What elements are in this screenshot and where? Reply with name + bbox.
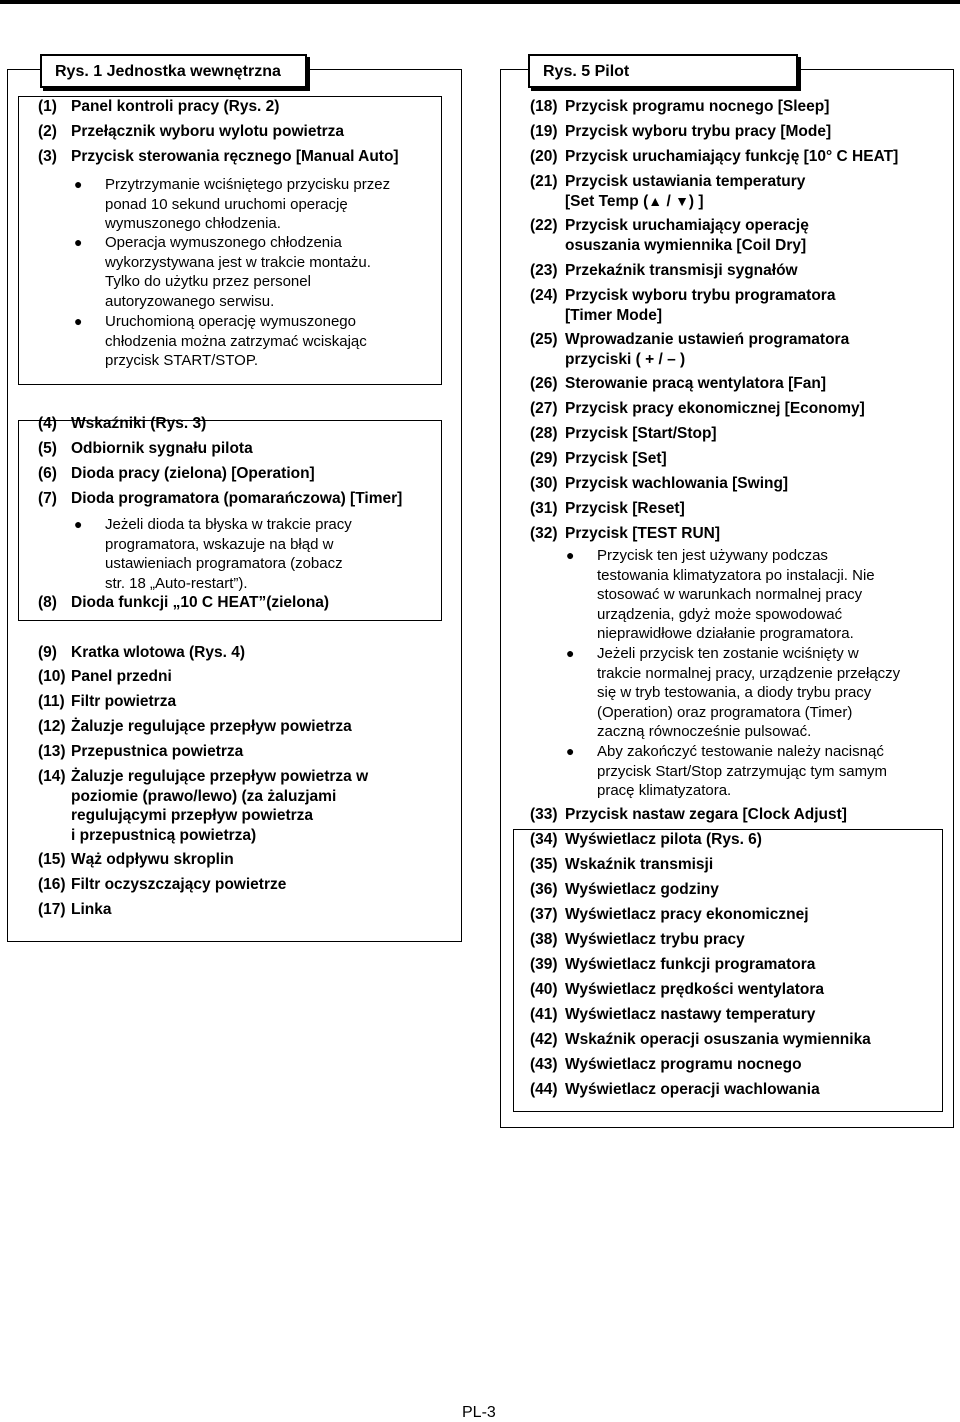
top-rule bbox=[0, 0, 960, 4]
left-title-box bbox=[40, 54, 307, 88]
bullet-dot-icon: ● bbox=[74, 234, 83, 250]
page-number: PL-3 bbox=[462, 1404, 496, 1421]
paren-open: ( bbox=[643, 192, 649, 210]
triangle-down-icon: ▼ bbox=[675, 192, 689, 209]
bullet-dot-icon: ● bbox=[566, 743, 575, 759]
bullet-dot-icon: ● bbox=[74, 516, 83, 532]
paren-close: ) bbox=[688, 192, 695, 210]
right-title: Rys. 5 Pilot bbox=[543, 63, 630, 80]
bullet-dot-icon: ● bbox=[74, 176, 83, 192]
left-title: Rys. 1 Jednostka wewnętrzna bbox=[55, 63, 281, 80]
triangle-up-icon: ▲ bbox=[648, 192, 663, 209]
bullet-dot-icon: ● bbox=[74, 313, 83, 329]
bullet-dot-icon: ● bbox=[566, 547, 575, 563]
bullet-dot-icon: ● bbox=[566, 645, 575, 661]
right-title-box bbox=[528, 54, 798, 88]
